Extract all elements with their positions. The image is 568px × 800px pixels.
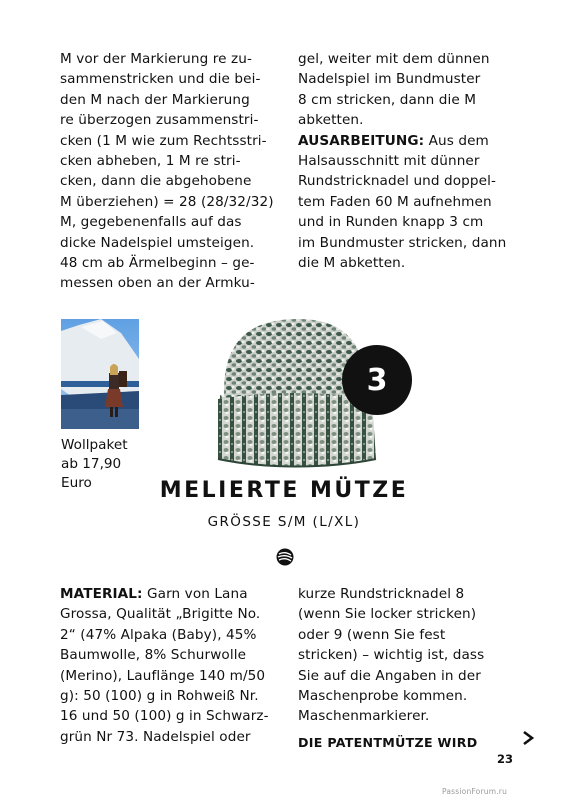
text-line: Maschenmarkierer. xyxy=(298,708,430,725)
text-line: (wenn Sie locker stricken) xyxy=(298,606,477,623)
section-heading-line xyxy=(60,584,285,604)
watermark: PassionForum.ru xyxy=(442,787,508,796)
pattern-title: MELIERTE MÜTZE xyxy=(159,478,409,503)
text-line: oder 9 (wenn Sie fest xyxy=(298,626,446,643)
pattern-size: GRÖSSE S/M (L/XL) xyxy=(207,514,361,530)
text-line: re überzogen zusammenstri- xyxy=(60,112,259,129)
text-line: abketten. xyxy=(298,112,364,129)
section-heading-ausarbeitung: AUSARBEITUNG: xyxy=(298,132,425,149)
text-line: Grossa, Qualität „Brigitte No. xyxy=(60,606,261,623)
text-line: 48 cm ab Ärmelbeginn – ge- xyxy=(60,255,255,272)
text-line: Nadelspiel im Bundmuster xyxy=(298,71,481,88)
wool-package-photo xyxy=(61,319,139,429)
text-line: tem Faden 60 M aufnehmen xyxy=(298,193,492,210)
heading-continuation: Aus dem xyxy=(424,132,489,149)
text-line: grün Nr 73. Nadelspiel oder xyxy=(60,728,251,745)
text-line: g): 50 (100) g in Rohweiß Nr. xyxy=(60,688,259,705)
text-line: stricken) – wichtig ist, dass xyxy=(298,647,485,664)
text-line: messen oben an der Armku- xyxy=(60,275,255,292)
text-line: cken, dann die abgehobene xyxy=(60,173,252,190)
caption-line: Euro xyxy=(61,475,92,491)
text-line: im Bundmuster stricken, dann xyxy=(298,234,507,251)
section-heading-material: MATERIAL: xyxy=(60,586,143,602)
text-line: dicke Nadelspiel umsteigen. xyxy=(60,234,255,251)
instructions-column-2 xyxy=(298,49,528,273)
text-line: und in Runden knapp 3 cm xyxy=(298,214,484,231)
text-line: (Merino), Lauflänge 140 m/50 xyxy=(60,667,266,684)
text-line: 2“ (47% Alpaka (Baby), 45% xyxy=(60,626,257,643)
text-line: sammenstricken und die bei- xyxy=(60,71,261,88)
page-number: 23 xyxy=(497,752,514,766)
text-line: Halsausschnitt mit dünner xyxy=(298,153,480,170)
text-line: kurze Rundstricknadel 8 xyxy=(298,586,465,602)
pattern-number-badge: 3 xyxy=(342,345,412,415)
arrow-right-icon xyxy=(521,730,535,746)
material-column-2 xyxy=(298,584,528,753)
caption-line: Wollpaket xyxy=(61,437,128,453)
text-line: die M abketten. xyxy=(298,255,406,272)
caption-line: ab 17,90 xyxy=(61,456,122,472)
text-line: Rundstricknadel und doppel- xyxy=(298,173,496,190)
text-line: Baumwolle, 8% Schurwolle xyxy=(60,647,247,664)
text-line: gel, weiter mit dem dünnen xyxy=(298,51,490,67)
text-line: 8 cm stricken, dann die M xyxy=(298,91,477,108)
heading-continuation: Garn von Lana xyxy=(142,586,248,602)
section-heading-line xyxy=(298,131,528,151)
text-line: 16 und 50 (100) g in Schwarz- xyxy=(60,708,269,725)
text-line: Maschenprobe kommen. xyxy=(298,688,468,705)
text-line: cken abheben, 1 M re stri- xyxy=(60,153,241,170)
text-line: M überziehen) = 28 (28/32/32) xyxy=(60,193,274,210)
text-line: den M nach der Markierung xyxy=(60,91,250,108)
material-column-1 xyxy=(60,584,285,747)
text-line: Sie auf die Angaben in der xyxy=(298,667,481,684)
instructions-column-1 xyxy=(60,49,285,294)
next-section-heading: DIE PATENTMÜTZE WIRD xyxy=(298,734,478,750)
yarn-ball-icon xyxy=(276,548,294,566)
text-line: cken (1 M wie zum Rechtsstri- xyxy=(60,132,267,149)
text-line: M vor der Markierung re zu- xyxy=(60,51,252,67)
text-line: M, gegebenenfalls auf das xyxy=(60,214,242,231)
